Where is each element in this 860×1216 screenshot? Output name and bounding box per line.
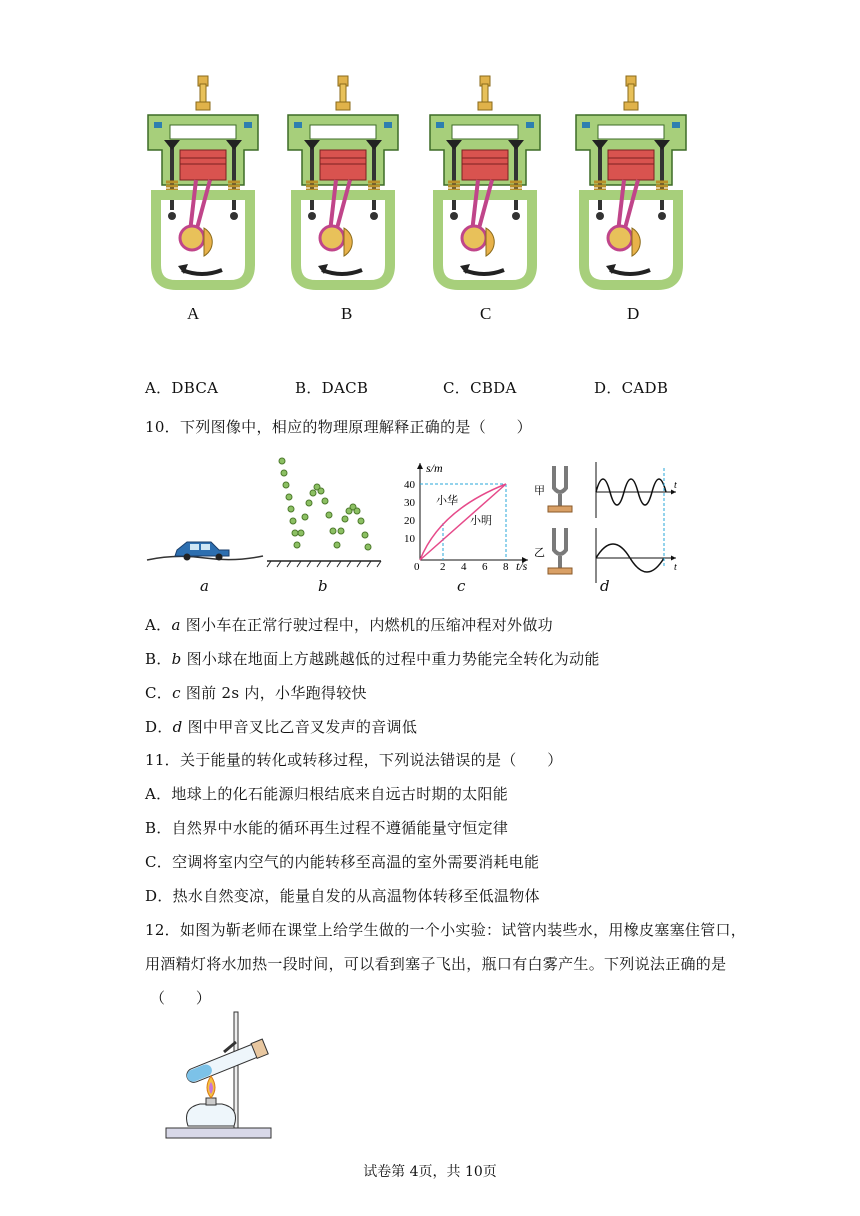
q11-stem: 11．关于能量的转化或转移过程，下列说法错误的是（ ） xyxy=(145,751,563,769)
q10-option-d-var: d xyxy=(172,718,183,736)
q10-option-d-text: 图中甲音叉比乙音叉发声的音调低 xyxy=(182,718,418,736)
q10-figure-d-label: d xyxy=(600,577,610,595)
engine-label-a: A xyxy=(187,304,200,323)
q10-option-a xyxy=(145,614,553,635)
q10-option-b-prefix: B． xyxy=(145,650,172,668)
q10-option-b xyxy=(145,648,600,669)
q10-figure-c-graph xyxy=(400,458,540,573)
graph-c-series-xiaohua: 小华 xyxy=(436,495,458,507)
q10-option-a-prefix: A． xyxy=(145,616,172,634)
q10-option-d-prefix: D． xyxy=(145,718,173,736)
q10-figure-a-label: a xyxy=(200,577,209,595)
graph-c-ylabel: s/m xyxy=(426,461,443,475)
q12-stem-line-2: 用酒精灯将水加热一段时间，可以看到塞子飞出，瓶口有白雾产生。下列说法正确的是 xyxy=(145,955,727,973)
engine-label-b: B xyxy=(341,304,353,323)
q12-test-tube-apparatus xyxy=(160,1008,285,1148)
q9-option-b: B．DACB xyxy=(295,379,369,397)
graph-c-xtick-0: 0 xyxy=(414,561,420,573)
q9-option-d: D．CADB xyxy=(594,379,669,397)
q12-stem-line-1: 12．如图为靳老师在课堂上给学生做的一个小实验：试管内装些水，用橡皮塞塞住管口， xyxy=(145,921,747,939)
graph-c-ytick-20: 20 xyxy=(404,515,415,527)
q10-option-d xyxy=(145,716,417,737)
graph-c-series-xiaoming: 小明 xyxy=(470,515,492,527)
q10-stem: 10．下列图像中，相应的物理原理解释正确的是（ ） xyxy=(145,418,532,436)
q10-option-b-text: 图小球在地面上方越跳越低的过程中重力势能完全转化为动能 xyxy=(181,650,600,668)
q10-option-a-text: 图小车在正常行驶过程中，内燃机的压缩冲程对外做功 xyxy=(180,616,553,634)
graph-c-xtick-4: 4 xyxy=(461,561,467,573)
fork-jia-label: 甲 xyxy=(534,485,545,497)
q10-figure-d-forks xyxy=(528,458,688,583)
q11-option-b: B．自然界中水能的循环再生过程不遵循能量守恒定律 xyxy=(145,819,509,837)
graph-c-ytick-30: 30 xyxy=(404,497,415,509)
graph-c-xtick-6: 6 xyxy=(482,561,488,573)
graph-c-ytick-40: 40 xyxy=(404,479,415,491)
q10-figure-b-ball xyxy=(265,455,385,575)
q10-figure-c-label: c xyxy=(457,577,466,595)
q10-option-c xyxy=(145,682,367,703)
wave-top-t: t xyxy=(674,480,677,491)
q10-figure-b-label: b xyxy=(318,577,328,595)
q10-option-c-prefix: C． xyxy=(145,684,173,702)
q11-option-a: A．地球上的化石能源归根结底来自远古时期的太阳能 xyxy=(145,785,509,803)
q10-figure-a-car xyxy=(145,530,265,570)
q11-option-c: C．空调将室内空气的内能转移至高温的室外需要消耗电能 xyxy=(145,853,540,871)
engine-label-d: D xyxy=(627,304,640,323)
graph-c-xlabel: t/s xyxy=(516,559,528,573)
q11-option-d: D．热水自然变凉，能量自发的从高温物体转移至低温物体 xyxy=(145,887,540,905)
engine-label-c: C xyxy=(480,304,492,323)
fork-yi-label: 乙 xyxy=(534,547,545,559)
graph-c-xtick-8: 8 xyxy=(503,561,509,573)
engine-strokes-figure xyxy=(140,70,700,290)
q9-option-a: A．DBCA xyxy=(145,379,219,397)
q10-option-b-var: b xyxy=(171,650,182,668)
wave-bottom-t: t xyxy=(674,562,677,573)
graph-c-xtick-2: 2 xyxy=(440,561,446,573)
q10-option-c-text: 图前 2s 内，小华跑得较快 xyxy=(180,684,367,702)
q12-stem-line-3: （ ） xyxy=(150,989,212,1007)
page-footer: 试卷第 4页，共 10页 xyxy=(363,1164,497,1180)
q10-option-a-var: a xyxy=(171,616,181,634)
q10-option-c-var: c xyxy=(172,684,181,702)
graph-c-ytick-10: 10 xyxy=(404,533,415,545)
q9-option-c: C．CBDA xyxy=(443,379,517,397)
